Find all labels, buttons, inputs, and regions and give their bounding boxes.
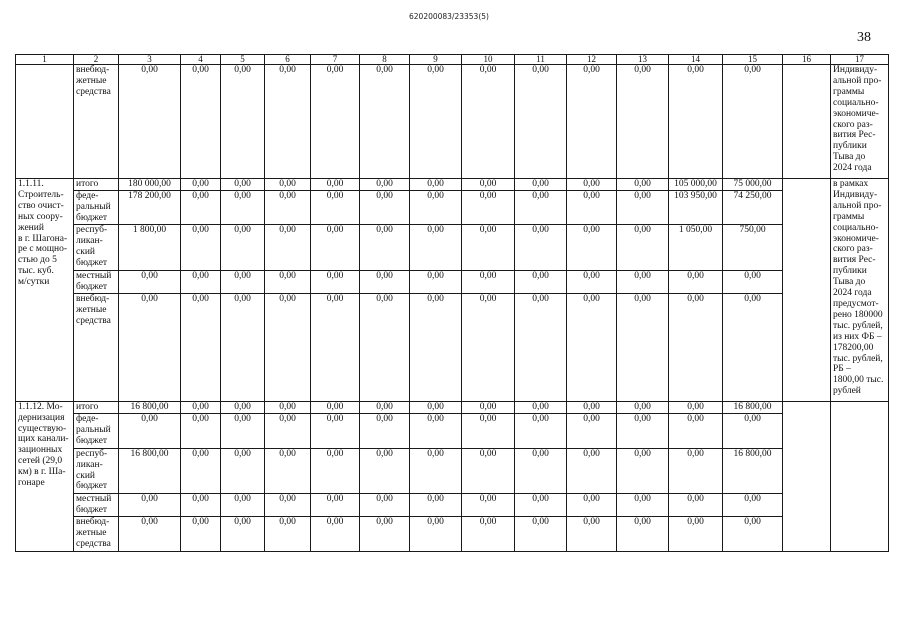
amount-cell: 0,00 (567, 270, 617, 293)
column-number-cell: 3 (119, 55, 181, 65)
column-number-cell: 15 (723, 55, 783, 65)
amount-cell: 0,00 (567, 179, 617, 191)
amount-cell: 0,00 (723, 293, 783, 401)
amount-cell: 0,00 (410, 448, 462, 493)
funding-source-cell: феде- ральный бюджет (74, 413, 119, 448)
amount-cell: 0,00 (265, 179, 311, 191)
amount-cell: 0,00 (462, 65, 515, 179)
column-number-cell: 2 (74, 55, 119, 65)
amount-cell: 0,00 (410, 293, 462, 401)
column-number-cell: 11 (515, 55, 567, 65)
amount-cell: 0,00 (515, 401, 567, 413)
table-row (16, 179, 889, 191)
amount-cell: 0,00 (462, 493, 515, 516)
amount-cell: 0,00 (567, 401, 617, 413)
table-row (16, 413, 889, 448)
amount-cell: 0,00 (669, 293, 723, 401)
amount-cell: 0,00 (311, 65, 360, 179)
empty-cell (783, 401, 831, 551)
column-number-cell: 12 (567, 55, 617, 65)
amount-cell: 0,00 (410, 270, 462, 293)
budget-table (15, 54, 889, 552)
amount-cell: 0,00 (181, 293, 221, 401)
amount-cell: 0,00 (181, 401, 221, 413)
amount-cell: 0,00 (567, 516, 617, 551)
amount-cell: 1 050,00 (669, 224, 723, 270)
amount-cell: 0,00 (515, 516, 567, 551)
amount-cell: 0,00 (265, 448, 311, 493)
funding-source-cell: местный бюджет (74, 270, 119, 293)
amount-cell: 0,00 (515, 493, 567, 516)
amount-cell: 0,00 (221, 65, 265, 179)
amount-cell: 0,00 (119, 413, 181, 448)
funding-source-cell: респуб- ликан- ский бюджет (74, 448, 119, 493)
amount-cell: 0,00 (617, 413, 669, 448)
table-row (16, 493, 889, 516)
amount-cell: 0,00 (410, 224, 462, 270)
amount-cell: 0,00 (617, 401, 669, 413)
funding-source-cell: внебюд- жетные средства (74, 293, 119, 401)
amount-cell: 0,00 (515, 190, 567, 224)
column-number-cell: 10 (462, 55, 515, 65)
amount-cell: 0,00 (723, 516, 783, 551)
page-number: 38 (857, 30, 871, 45)
amount-cell: 0,00 (515, 65, 567, 179)
amount-cell: 0,00 (181, 516, 221, 551)
amount-cell: 0,00 (617, 493, 669, 516)
amount-cell: 0,00 (617, 190, 669, 224)
column-number-cell: 7 (311, 55, 360, 65)
amount-cell: 0,00 (119, 516, 181, 551)
amount-cell: 0,00 (181, 448, 221, 493)
amount-cell: 180 000,00 (119, 179, 181, 191)
amount-cell: 0,00 (311, 270, 360, 293)
amount-cell: 0,00 (311, 448, 360, 493)
amount-cell: 0,00 (567, 224, 617, 270)
amount-cell: 0,00 (723, 270, 783, 293)
column-number-cell: 4 (181, 55, 221, 65)
amount-cell: 0,00 (221, 224, 265, 270)
empty-cell (783, 65, 831, 179)
amount-cell: 0,00 (360, 179, 410, 191)
amount-cell: 0,00 (265, 516, 311, 551)
amount-cell: 0,00 (515, 413, 567, 448)
amount-cell: 0,00 (360, 65, 410, 179)
amount-cell: 0,00 (360, 401, 410, 413)
amount-cell: 0,00 (221, 190, 265, 224)
table-row (16, 293, 889, 401)
amount-cell: 0,00 (567, 493, 617, 516)
amount-cell: 0,00 (669, 65, 723, 179)
measure-name-cell: 1.1.12. Мо- дернизация существую- щих канали- зационных сетей (29,0 км) в г. Ша- гонаре (16, 401, 74, 551)
amount-cell: 0,00 (515, 448, 567, 493)
amount-cell: 16 800,00 (723, 401, 783, 413)
amount-cell: 0,00 (181, 179, 221, 191)
column-number-cell: 16 (783, 55, 831, 65)
amount-cell: 0,00 (462, 516, 515, 551)
empty-cell (783, 179, 831, 402)
note-cell (831, 401, 889, 551)
amount-cell: 0,00 (410, 413, 462, 448)
amount-cell: 0,00 (360, 224, 410, 270)
amount-cell: 0,00 (181, 413, 221, 448)
funding-source-cell: итого (74, 401, 119, 413)
amount-cell: 105 000,00 (669, 179, 723, 191)
amount-cell: 0,00 (119, 270, 181, 293)
column-number-cell: 6 (265, 55, 311, 65)
amount-cell: 0,00 (311, 413, 360, 448)
amount-cell: 0,00 (360, 270, 410, 293)
amount-cell: 0,00 (462, 179, 515, 191)
amount-cell: 0,00 (360, 516, 410, 551)
amount-cell: 0,00 (617, 179, 669, 191)
funding-source-cell: местный бюджет (74, 493, 119, 516)
amount-cell: 0,00 (567, 190, 617, 224)
column-number-cell: 14 (669, 55, 723, 65)
amount-cell: 0,00 (617, 224, 669, 270)
note-cell: в рамках Индивиду- альной про- граммы социально- экономиче- ского раз- вития Рес- публики Тыва до 2024 года предусмот- рено 180000 тыс. рублей, из них ФБ – 178200,00 тыс. рублей, РБ – 1800,00 тыс. рублей (831, 179, 889, 402)
amount-cell: 16 800,00 (723, 448, 783, 493)
amount-cell: 0,00 (723, 65, 783, 179)
funding-source-cell: респуб- ликан- ский бюджет (74, 224, 119, 270)
table-row (16, 65, 889, 179)
amount-cell: 0,00 (221, 448, 265, 493)
table-row (16, 448, 889, 493)
table-row (16, 224, 889, 270)
amount-cell: 0,00 (617, 65, 669, 179)
amount-cell: 16 800,00 (119, 401, 181, 413)
amount-cell: 0,00 (311, 293, 360, 401)
amount-cell: 0,00 (311, 179, 360, 191)
amount-cell: 0,00 (410, 493, 462, 516)
amount-cell: 0,00 (221, 293, 265, 401)
amount-cell: 0,00 (360, 293, 410, 401)
amount-cell: 0,00 (410, 65, 462, 179)
column-number-cell: 8 (360, 55, 410, 65)
funding-source-cell: внебюд- жетные средства (74, 65, 119, 179)
amount-cell: 0,00 (617, 293, 669, 401)
funding-source-cell: итого (74, 179, 119, 191)
amount-cell: 0,00 (462, 293, 515, 401)
table-row (16, 190, 889, 224)
column-number-cell: 9 (410, 55, 462, 65)
amount-cell: 0,00 (311, 516, 360, 551)
amount-cell: 0,00 (181, 224, 221, 270)
amount-cell: 0,00 (311, 493, 360, 516)
amount-cell: 74 250,00 (723, 190, 783, 224)
funding-source-cell: внебюд- жетные средства (74, 516, 119, 551)
amount-cell: 103 950,00 (669, 190, 723, 224)
amount-cell: 0,00 (410, 179, 462, 191)
amount-cell: 0,00 (265, 293, 311, 401)
amount-cell: 0,00 (567, 448, 617, 493)
amount-cell: 0,00 (221, 493, 265, 516)
amount-cell: 0,00 (462, 448, 515, 493)
table-row (16, 516, 889, 551)
amount-cell: 0,00 (617, 516, 669, 551)
amount-cell: 0,00 (462, 224, 515, 270)
amount-cell: 0,00 (669, 270, 723, 293)
amount-cell: 0,00 (221, 270, 265, 293)
amount-cell: 0,00 (515, 270, 567, 293)
amount-cell: 0,00 (221, 413, 265, 448)
column-number-cell: 13 (617, 55, 669, 65)
amount-cell: 0,00 (410, 516, 462, 551)
amount-cell: 0,00 (119, 493, 181, 516)
amount-cell: 0,00 (311, 401, 360, 413)
budget-table-body (16, 55, 889, 552)
amount-cell: 0,00 (669, 448, 723, 493)
amount-cell: 1 800,00 (119, 224, 181, 270)
amount-cell: 0,00 (617, 448, 669, 493)
funding-source-cell: феде- ральный бюджет (74, 190, 119, 224)
amount-cell: 0,00 (221, 516, 265, 551)
amount-cell: 0,00 (119, 293, 181, 401)
column-number-cell: 1 (16, 55, 74, 65)
amount-cell: 0,00 (723, 413, 783, 448)
amount-cell: 0,00 (265, 224, 311, 270)
amount-cell: 75 000,00 (723, 179, 783, 191)
measure-name-cell: 1.1.11. Строитель- ство очист- ных соору- жений в г. Шагона- ре с мощно- стью до 5 тыс. куб. м/сутки (16, 179, 74, 402)
amount-cell: 0,00 (181, 270, 221, 293)
amount-cell: 0,00 (265, 493, 311, 516)
amount-cell: 0,00 (515, 179, 567, 191)
amount-cell: 0,00 (360, 190, 410, 224)
amount-cell: 0,00 (265, 190, 311, 224)
amount-cell: 0,00 (669, 413, 723, 448)
amount-cell: 0,00 (360, 448, 410, 493)
amount-cell: 0,00 (515, 224, 567, 270)
amount-cell: 0,00 (462, 413, 515, 448)
note-cell: Индивиду- альной про- граммы социально- экономиче- ского раз- вития Рес- публики Тыва до 2024 года (831, 65, 889, 179)
amount-cell: 0,00 (669, 493, 723, 516)
column-number-cell: 5 (221, 55, 265, 65)
amount-cell: 178 200,00 (119, 190, 181, 224)
measure-name-cell (16, 65, 74, 179)
amount-cell: 0,00 (723, 493, 783, 516)
amount-cell: 0,00 (567, 293, 617, 401)
table-row (16, 401, 889, 413)
amount-cell: 0,00 (221, 401, 265, 413)
table-row (16, 270, 889, 293)
amount-cell: 0,00 (567, 413, 617, 448)
amount-cell: 0,00 (265, 413, 311, 448)
column-number-cell: 17 (831, 55, 889, 65)
amount-cell: 0,00 (669, 401, 723, 413)
amount-cell: 0,00 (410, 401, 462, 413)
amount-cell: 0,00 (265, 401, 311, 413)
amount-cell: 0,00 (462, 270, 515, 293)
amount-cell: 0,00 (181, 493, 221, 516)
amount-cell: 0,00 (410, 190, 462, 224)
amount-cell: 0,00 (360, 493, 410, 516)
amount-cell: 0,00 (311, 224, 360, 270)
amount-cell: 0,00 (265, 65, 311, 179)
amount-cell: 0,00 (669, 516, 723, 551)
amount-cell: 16 800,00 (119, 448, 181, 493)
amount-cell: 0,00 (567, 65, 617, 179)
amount-cell: 0,00 (462, 401, 515, 413)
amount-cell: 0,00 (515, 293, 567, 401)
amount-cell: 0,00 (617, 270, 669, 293)
amount-cell: 0,00 (181, 190, 221, 224)
column-number-row (16, 55, 889, 65)
amount-cell: 0,00 (221, 179, 265, 191)
document-registration-code: 620200083/23353(5) (409, 12, 489, 21)
amount-cell: 0,00 (311, 190, 360, 224)
amount-cell: 0,00 (360, 413, 410, 448)
amount-cell: 0,00 (181, 65, 221, 179)
amount-cell: 0,00 (462, 190, 515, 224)
amount-cell: 0,00 (265, 270, 311, 293)
amount-cell: 0,00 (119, 65, 181, 179)
amount-cell: 750,00 (723, 224, 783, 270)
